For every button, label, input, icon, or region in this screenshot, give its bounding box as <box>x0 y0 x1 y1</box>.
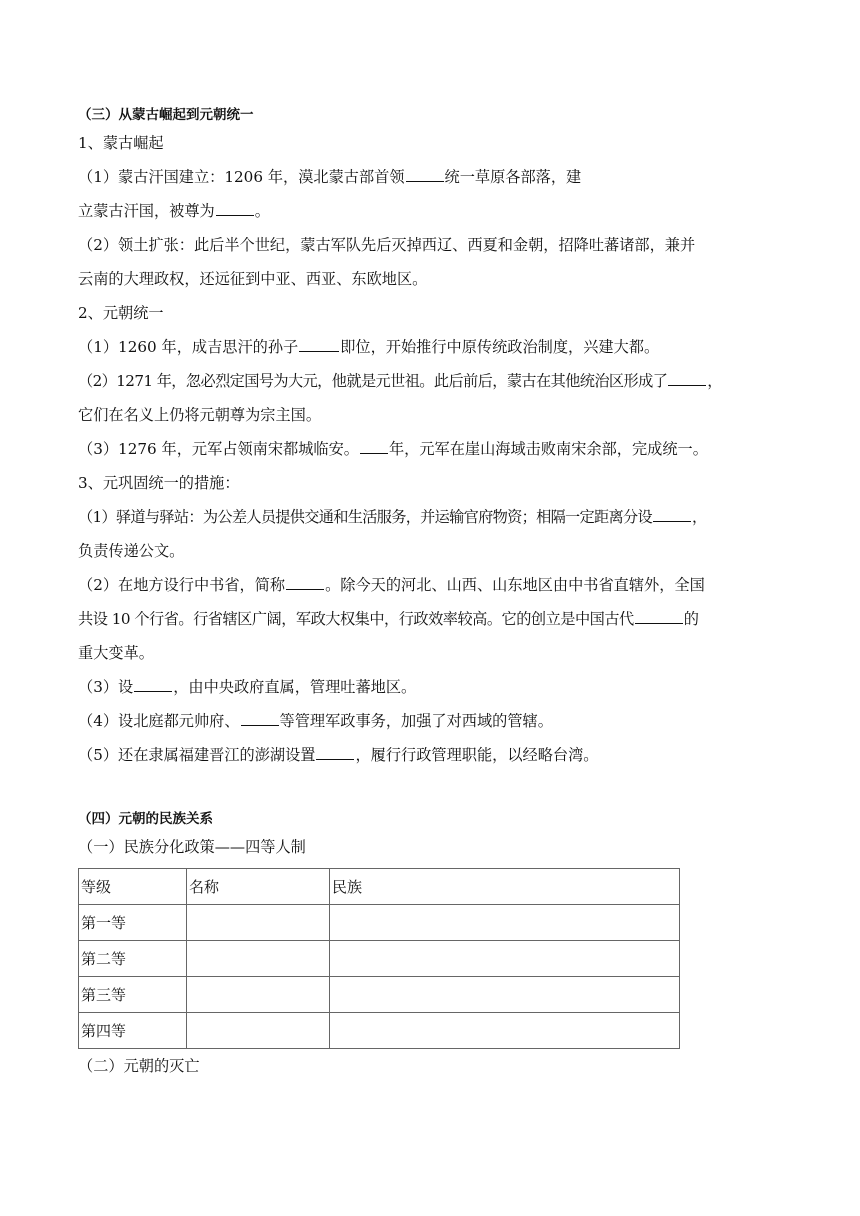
table-cell: 第三等 <box>79 977 187 1013</box>
table-row <box>79 905 680 941</box>
table-cell-input[interactable] <box>330 941 680 977</box>
heading-yuan-unification: 2、元朝统一 <box>78 304 164 322</box>
table-row <box>79 941 680 977</box>
fill-blank[interactable] <box>316 741 354 760</box>
table-cell-input[interactable] <box>187 977 330 1013</box>
paragraph-line: 云南的大理政权，还远征到中亚、西亚、东欧地区。 <box>78 270 428 288</box>
paragraph-line: （3）1276 年，元军占领南宋都城临安。 年，元军在崖山海域击败南宋余部，完成统一。 <box>78 432 784 466</box>
fill-blank[interactable] <box>134 673 172 692</box>
paragraph-line: （3）设 ，由中央政府直属，管理吐蕃地区。 <box>78 670 784 704</box>
fill-blank[interactable] <box>406 163 444 182</box>
heading-consolidation: 3、元巩固统一的措施： <box>78 474 240 492</box>
paragraph-line: （1）蒙古汗国建立：1206 年，漠北蒙古部首领 统一草原各部落，建 <box>78 160 784 194</box>
table-cell: 第二等 <box>79 941 187 977</box>
paragraph-line: 重大变革。 <box>78 644 154 662</box>
spacer <box>78 772 784 808</box>
paragraph-line: 共设 10 个行省。行省辖区广阔，军政大权集中，行政效率较高。它的创立是中国古代 的 <box>78 602 784 636</box>
table-row <box>79 977 680 1013</box>
table-cell-input[interactable] <box>330 905 680 941</box>
table-row <box>79 1013 680 1049</box>
table-cell-input[interactable] <box>187 905 330 941</box>
subheading-four-class-system: （一）民族分化政策——四等人制 <box>78 838 306 856</box>
paragraph-line: （4）设北庭都元帅府、 等管理军政事务，加强了对西域的管辖。 <box>78 704 784 738</box>
ethnic-class-table <box>78 868 680 1049</box>
table-cell: 第四等 <box>79 1013 187 1049</box>
fill-blank[interactable] <box>668 367 706 386</box>
paragraph-line: （2）1271 年，忽必烈定国号为大元，他就是元世祖。此后前后，蒙古在其他统治区形成了 ， <box>78 364 784 398</box>
table-header-cell: 民族 <box>330 869 680 905</box>
fill-blank[interactable] <box>216 197 254 216</box>
paragraph-line: （1）1260 年，成吉思汗的孙子 即位，开始推行中原传统政治制度，兴建大都。 <box>78 330 784 364</box>
table-cell-input[interactable] <box>187 941 330 977</box>
paragraph-line: 它们在名义上仍将元朝尊为宗主国。 <box>78 406 321 424</box>
table-cell-input[interactable] <box>330 977 680 1013</box>
section-title: （四）元朝的民族关系 <box>78 811 213 827</box>
fill-blank[interactable] <box>299 333 339 352</box>
paragraph-line: （1）驿道与驿站：为公差人员提供交通和生活服务，并运输官府物资；相隔一定距离分设 ， <box>78 500 784 534</box>
paragraph-line: 立蒙古汗国，被尊为 。 <box>78 194 784 228</box>
table-header-cell: 等级 <box>79 869 187 905</box>
fill-blank[interactable] <box>241 707 279 726</box>
fill-blank[interactable] <box>653 503 691 522</box>
paragraph-line: （5）还在隶属福建晋江的澎湖设置 ，履行行政管理职能，以经略台湾。 <box>78 738 784 772</box>
paragraph-line: （2）在地方设行中书省，简称 。除今天的河北、山西、山东地区由中书省直辖外，全国 <box>78 568 784 602</box>
fill-blank[interactable] <box>360 435 388 454</box>
table-header-row <box>79 869 680 905</box>
fill-blank[interactable] <box>286 571 324 590</box>
section-title: （三）从蒙古崛起到元朝统一 <box>78 107 254 123</box>
heading-mongol-rise: 1、蒙古崛起 <box>78 134 164 152</box>
table-cell-input[interactable] <box>330 1013 680 1049</box>
subheading-yuan-fall: （二）元朝的灭亡 <box>78 1057 200 1075</box>
table-cell-input[interactable] <box>187 1013 330 1049</box>
paragraph-line: 负责传递公文。 <box>78 542 185 560</box>
table-header-cell: 名称 <box>187 869 330 905</box>
document-page <box>78 104 784 1083</box>
fill-blank[interactable] <box>635 605 683 624</box>
table-cell: 第一等 <box>79 905 187 941</box>
paragraph-line: （2）领土扩张：此后半个世纪，蒙古军队先后灭掉西辽、西夏和金朝，招降吐蕃诸部，兼并 <box>78 236 696 254</box>
